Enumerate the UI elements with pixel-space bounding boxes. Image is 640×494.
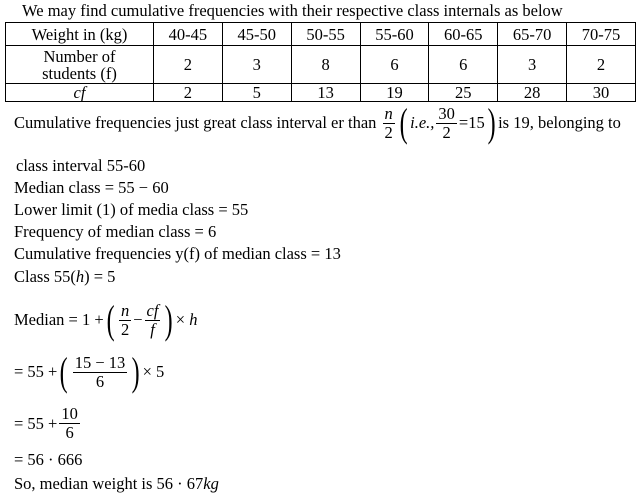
denominator: 6: [95, 371, 105, 391]
class-interval-text: class interval 55-60: [16, 156, 146, 175]
denominator: 6: [65, 423, 74, 442]
table-cell: 25: [429, 84, 498, 102]
step-2: [14, 405, 82, 442]
table-cell: 19: [360, 84, 429, 102]
text: Class 55(: [14, 267, 76, 286]
fraction: [73, 354, 128, 391]
text: = 55 +: [14, 362, 58, 381]
step-3: = 56 · 666: [14, 450, 83, 469]
fraction-n-over-2: [119, 302, 131, 339]
text: −: [133, 310, 143, 329]
table-cell: 3: [222, 46, 291, 84]
table-row-frequency: [6, 46, 636, 84]
text: Median = 1 +: [14, 310, 104, 329]
frequency-table: [5, 22, 636, 102]
text: h: [189, 310, 198, 329]
table-cell: 6: [360, 46, 429, 84]
intro-text: We may find cumulative frequencies with their respective class internals as below: [22, 1, 563, 20]
paren: ): [131, 349, 140, 394]
table-cell: 28: [498, 84, 567, 102]
table-cell: 65-70: [498, 23, 567, 46]
text: = 55 +: [14, 413, 58, 433]
table-cell: 2: [154, 46, 223, 84]
numerator: n: [120, 300, 130, 320]
class-h-text: [14, 267, 115, 287]
table-cell: 60-65: [429, 23, 498, 46]
table-cell: 3: [498, 46, 567, 84]
fraction-30-over-2: [436, 105, 457, 142]
fraction-cf-over-f: [145, 302, 161, 339]
paren: (: [399, 100, 408, 145]
text: ×: [175, 310, 186, 329]
table-cell: 2: [154, 84, 223, 102]
text: kg: [203, 474, 219, 493]
fraction: [59, 405, 80, 442]
row-header-weight: Weight in (kg): [6, 23, 154, 46]
ie-text: i.e.,: [410, 113, 435, 132]
table-cell: 40-45: [154, 23, 223, 46]
table-cell: 5: [222, 84, 291, 102]
text: × 5: [142, 362, 165, 381]
row-header-cf: cf: [6, 84, 154, 102]
fraction-n-over-2: [383, 105, 395, 142]
median-formula: [14, 297, 198, 342]
table-cell: 45-50: [222, 23, 291, 46]
text: 56 · 67: [156, 474, 204, 493]
numerator: 30: [438, 103, 455, 123]
table-cell: 2: [567, 46, 636, 84]
table-cell: 30: [567, 84, 636, 102]
table-cell: 6: [429, 46, 498, 84]
denominator: 2: [384, 122, 393, 142]
frequency-text: Frequency of median class = 6: [14, 222, 217, 241]
table-row-weight: [6, 23, 636, 46]
paren: ): [165, 297, 174, 342]
row-header-frequency: Number of students (f): [6, 46, 154, 84]
denominator: 2: [442, 122, 451, 142]
paren: (: [60, 349, 69, 394]
numerator: n: [384, 103, 393, 123]
denominator: f: [150, 319, 155, 339]
cumulative-line: [14, 100, 621, 145]
text: Cumulative frequencies just great class interval er than: [14, 113, 377, 132]
cum-freq-text: Cumulative frequencies y(f) of median class = 13: [14, 244, 341, 263]
text: =15: [458, 113, 485, 132]
numerator: 10: [61, 404, 78, 423]
numerator: 15 − 13: [74, 352, 126, 372]
table-cell: 8: [291, 46, 360, 84]
table-cell: 50-55: [291, 23, 360, 46]
paren: (: [106, 297, 115, 342]
table-row-cf: [6, 84, 636, 102]
denominator: 2: [120, 319, 130, 339]
text: ) = 5: [84, 267, 116, 286]
numerator: cf: [146, 300, 159, 320]
text: So, median weight is: [14, 474, 153, 493]
table-cell: 70-75: [567, 23, 636, 46]
paren: ): [487, 100, 496, 145]
step-1: [14, 349, 165, 394]
conclusion: [14, 474, 219, 494]
lower-limit-text: Lower limit (1) of media class = 55: [14, 200, 249, 219]
table-cell: 55-60: [360, 23, 429, 46]
table-cell: 13: [291, 84, 360, 102]
text: h: [75, 267, 85, 286]
text: is 19, belonging to: [498, 113, 621, 132]
median-class-text: Median class = 55 − 60: [14, 178, 169, 197]
